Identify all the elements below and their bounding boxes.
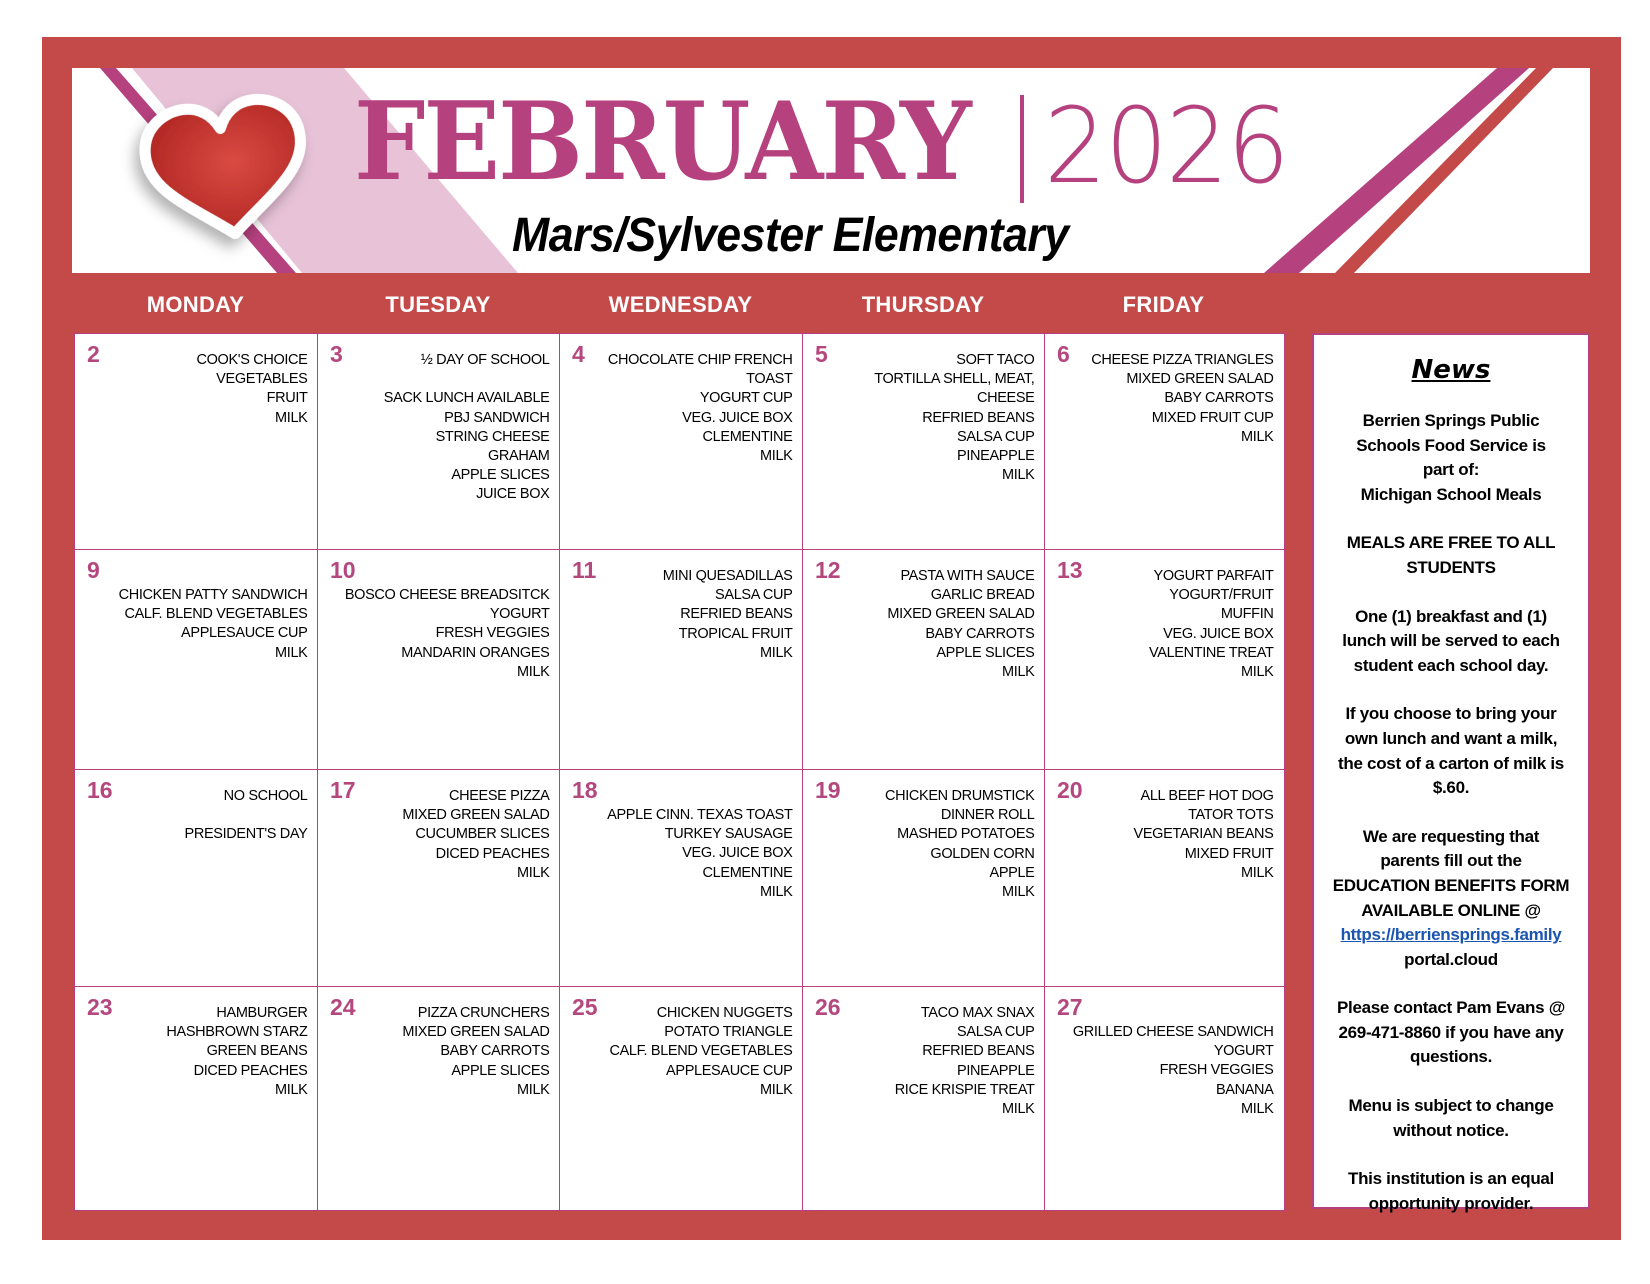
menu-item: GREEN BEANS — [206, 1043, 308, 1060]
day-number: 4 — [572, 341, 585, 367]
news-line: MEALS ARE FREE TO ALL — [1346, 533, 1556, 553]
news-line: Berrien Springs Public — [1362, 411, 1540, 430]
menu-item: YOGURT — [489, 606, 550, 623]
day-cell[interactable] — [317, 769, 561, 988]
news-line: This institution is an equal — [1347, 1169, 1554, 1189]
day-cell[interactable] — [802, 333, 1046, 551]
month-title: FEBRUARY — [354, 79, 970, 205]
menu-item: CHICKEN PATTY SANDWICH — [118, 587, 308, 603]
day-number: 17 — [330, 777, 356, 803]
menu-item: DICED PEACHES — [193, 1062, 308, 1079]
menu-item: YOGURT/FRUIT — [1169, 587, 1274, 604]
menu-item: SACK LUNCH AVAILABLE — [383, 390, 550, 407]
menu-item: TURKEY SAUSAGE — [664, 826, 793, 843]
menu-items — [402, 787, 549, 883]
menu-item: SALSA CUP — [715, 587, 793, 604]
menu-item: MILK — [1241, 1100, 1274, 1117]
day-cell[interactable] — [559, 333, 804, 551]
menu-items — [196, 351, 307, 428]
news-line: portal.cloud — [1404, 949, 1498, 969]
menu-item: APPLE — [989, 864, 1035, 881]
day-cell[interactable] — [74, 333, 319, 551]
day-number: 18 — [572, 777, 598, 803]
weekday-header-thursday: THURSDAY — [861, 292, 985, 317]
menu-item: STRING CHEESE — [435, 428, 550, 445]
news-paragraph — [1314, 1167, 1588, 1216]
day-cell[interactable] — [317, 333, 561, 551]
day-number: 5 — [815, 341, 828, 367]
news-line: part of: — [1422, 460, 1480, 480]
menu-item: TACO MAX SNAX — [920, 1005, 1035, 1021]
day-cell[interactable] — [559, 986, 804, 1211]
news-line: EDUCATION BENEFITS FORM — [1332, 875, 1570, 895]
day-number: 10 — [330, 557, 356, 583]
menu-item: MILK — [760, 1081, 793, 1098]
menu-item: REFRIED BEANS — [922, 1043, 1035, 1060]
menu-item: HAMBURGER — [216, 1005, 308, 1021]
menu-item: MILK — [517, 663, 550, 680]
menu-items — [166, 1004, 307, 1100]
day-cell[interactable] — [1044, 769, 1285, 988]
menu-item: TORTILLA SHELL, MEAT, — [874, 371, 1035, 388]
day-cell[interactable] — [317, 986, 561, 1211]
menu-item: CHEESE PIZZA TRIANGLES — [1091, 352, 1274, 368]
menu-item: PASTA WITH SAUCE — [900, 568, 1035, 584]
menu-items — [345, 586, 550, 682]
menu-item: SALSA CUP — [957, 428, 1035, 445]
menu-item: MIXED GREEN SALAD — [1126, 371, 1274, 388]
menu-item: CHICKEN NUGGETS — [656, 1005, 793, 1021]
day-cell[interactable] — [74, 986, 319, 1211]
menu-item: ALL BEEF HOT DOG — [1140, 788, 1274, 804]
year-title: 2026 — [1044, 85, 1288, 207]
menu-item: SOFT TACO — [956, 352, 1035, 368]
news-line: 269-471-8860 if you have any — [1338, 1022, 1564, 1042]
day-number: 24 — [330, 994, 356, 1020]
day-number: 25 — [572, 994, 598, 1020]
day-number: 3 — [330, 341, 343, 367]
menu-item: GOLDEN CORN — [930, 845, 1035, 862]
menu-items — [608, 351, 793, 466]
menu-item: PBJ SANDWICH — [444, 409, 550, 426]
right-pink-stripe — [1264, 68, 1529, 273]
menu-items — [402, 1004, 549, 1100]
news-line: parents fill out the — [1380, 851, 1522, 871]
news-paragraph — [1314, 996, 1588, 1070]
menu-item: VEG. JUICE BOX — [1163, 625, 1274, 642]
menu-items — [887, 567, 1034, 682]
news-panel — [1312, 333, 1590, 1213]
day-cell[interactable] — [802, 549, 1046, 771]
menu-item: RICE KRISPIE TREAT — [894, 1081, 1035, 1098]
news-line: student each school day. — [1353, 655, 1549, 675]
news-line: lunch will be served to each — [1342, 631, 1560, 651]
menu-item: PINEAPPLE — [957, 448, 1035, 465]
day-number: 26 — [815, 994, 841, 1020]
menu-items — [609, 1004, 792, 1100]
menu-item: CLEMENTINE — [702, 864, 793, 881]
menu-item: MILK — [1241, 864, 1274, 881]
day-cell[interactable] — [1044, 549, 1285, 771]
menu-item: MANDARIN ORANGES — [401, 644, 550, 661]
news-line: We are requesting that — [1362, 826, 1540, 846]
news-line: Schools Food Service is — [1356, 435, 1546, 455]
day-cell[interactable] — [317, 549, 561, 771]
news-paragraph — [1314, 409, 1588, 507]
menu-item: SALSA CUP — [957, 1024, 1035, 1041]
menu-item: MILK — [1002, 1101, 1035, 1118]
weekday-header-tuesday: TUESDAY — [385, 292, 491, 317]
news-paragraph — [1314, 1094, 1588, 1143]
day-number: 9 — [87, 557, 100, 583]
menu-item: MIXED FRUIT CUP — [1151, 409, 1274, 426]
day-number: 20 — [1057, 777, 1083, 803]
menu-item: MILK — [760, 448, 793, 465]
day-number: 6 — [1057, 341, 1070, 367]
menu-items — [1073, 1023, 1274, 1119]
menu-item: MIXED GREEN SALAD — [402, 807, 550, 824]
news-paragraph — [1314, 825, 1588, 973]
menu-item: CHEESE PIZZA — [448, 788, 550, 804]
menu-item: CLEMENTINE — [702, 428, 793, 445]
menu-item: APPLE SLICES — [936, 644, 1035, 661]
weekday-header-friday: FRIDAY — [1122, 292, 1205, 317]
menu-item: APPLE CINN. TEXAS TOAST — [607, 807, 793, 823]
calendar-grid — [74, 333, 1283, 1209]
day-number: 2 — [87, 341, 100, 367]
day-cell[interactable] — [74, 769, 319, 988]
menu-item: PINEAPPLE — [957, 1062, 1035, 1079]
menu-item: MUFFIN — [1220, 606, 1274, 623]
menu-item: JUICE BOX — [476, 486, 550, 503]
news-title: News — [1411, 355, 1491, 385]
menu-item: VEG. JUICE BOX — [682, 409, 793, 426]
menu-item: APPLESAUCE CUP — [181, 625, 308, 642]
news-paragraph — [1314, 605, 1588, 679]
menu-item: TATOR TOTS — [1188, 807, 1274, 824]
menu-item: APPLE SLICES — [451, 467, 550, 484]
menu-item: CHOCOLATE CHIP FRENCH — [607, 352, 793, 368]
news-line: $.60. — [1432, 778, 1470, 798]
day-cell[interactable] — [559, 769, 804, 988]
menu-item: MILK — [760, 883, 793, 900]
day-cell[interactable] — [559, 549, 804, 771]
menu-item: CHICKEN DRUMSTICK — [884, 788, 1035, 804]
menu-items — [1134, 787, 1274, 883]
menu-item: MIXED FRUIT — [1184, 845, 1274, 862]
menu-item: YOGURT PARFAIT — [1153, 568, 1274, 584]
calendar-header — [72, 68, 1590, 273]
menu-items — [895, 1004, 1035, 1119]
menu-item: MILK — [517, 1081, 550, 1098]
news-paragraph — [1314, 531, 1588, 580]
menu-items — [1149, 567, 1273, 682]
menu-item: HASHBROWN STARZ — [166, 1024, 308, 1041]
menu-item: VALENTINE TREAT — [1149, 644, 1274, 661]
title-divider — [1020, 95, 1024, 203]
news-line: STUDENTS — [1406, 557, 1496, 577]
menu-item: TROPICAL FRUIT — [678, 625, 793, 642]
news-line: Menu is subject to change — [1348, 1096, 1554, 1116]
menu-items — [1091, 351, 1273, 447]
menu-item: PRESIDENT'S DAY — [184, 826, 308, 843]
day-number: 13 — [1057, 557, 1083, 583]
menu-item: MILK — [1002, 884, 1035, 901]
menu-item: CUCUMBER SLICES — [415, 826, 550, 843]
menu-item: APPLE SLICES — [451, 1062, 550, 1079]
menu-item: BANANA — [1215, 1081, 1274, 1098]
menu-item: BOSCO CHEESE BREADSITCK — [344, 587, 550, 603]
news-line: One (1) breakfast and (1) — [1355, 606, 1547, 626]
news-line: questions. — [1409, 1047, 1492, 1067]
news-line: Michigan School Meals — [1360, 484, 1542, 504]
day-number: 27 — [1057, 994, 1083, 1020]
menu-item: MILK — [517, 864, 550, 881]
menu-items — [874, 351, 1034, 485]
day-number: 23 — [87, 994, 113, 1020]
benefits-form-link[interactable]: https://berriensprings.family — [1340, 925, 1562, 945]
news-line: Please contact Pam Evans @ — [1336, 998, 1565, 1018]
weekday-header-monday: MONDAY — [146, 292, 245, 317]
menu-item: VEG. JUICE BOX — [682, 845, 793, 862]
news-line: own lunch and want a milk, — [1344, 728, 1558, 748]
menu-item: MILK — [1241, 664, 1274, 681]
right-red-stripe — [1335, 68, 1553, 273]
menu-item: REFRIED BEANS — [922, 409, 1035, 426]
day-cell[interactable] — [802, 986, 1046, 1211]
menu-item: MILK — [275, 644, 308, 661]
news-line: If you choose to bring your — [1345, 704, 1557, 724]
news-line: opportunity provider. — [1368, 1193, 1534, 1213]
day-number: 19 — [815, 777, 841, 803]
day-number: 16 — [87, 777, 113, 803]
day-cell[interactable] — [802, 769, 1046, 988]
menu-items — [607, 806, 792, 902]
menu-items — [185, 787, 308, 845]
weekday-header-wednesday: WEDNESDAY — [608, 292, 753, 317]
menu-item: MILK — [760, 644, 793, 661]
menu-item: GARLIC BREAD — [930, 587, 1035, 604]
menu-item: MILK — [275, 409, 308, 426]
menu-item: VEGETABLES — [216, 371, 308, 388]
menu-items — [119, 586, 308, 663]
menu-item: MILK — [275, 1081, 308, 1098]
menu-item: COOK'S CHOICE — [196, 352, 308, 368]
menu-item: VEGETARIAN BEANS — [1133, 826, 1274, 843]
menu-item: TOAST — [746, 371, 793, 388]
menu-item: GRAHAM — [487, 448, 550, 465]
menu-item: MINI QUESADILLAS — [662, 568, 793, 584]
menu-item: MIXED GREEN SALAD — [887, 606, 1035, 623]
news-line: AVAILABLE ONLINE @ — [1361, 900, 1541, 920]
menu-item: MILK — [1002, 467, 1035, 484]
menu-item: NO SCHOOL — [223, 788, 308, 804]
menu-item: POTATO TRIANGLE — [664, 1024, 793, 1041]
menu-item: BABY CARROTS — [1164, 390, 1274, 407]
menu-item: MIXED GREEN SALAD — [402, 1024, 550, 1041]
day-number: 12 — [815, 557, 841, 583]
news-line: the cost of a carton of milk is — [1338, 753, 1564, 773]
school-name: Mars/Sylvester Elementary — [512, 209, 1069, 262]
menu-item: APPLESAUCE CUP — [666, 1062, 793, 1079]
news-line: without notice. — [1393, 1120, 1509, 1140]
day-cell[interactable] — [1044, 333, 1285, 551]
menu-item: ½ DAY OF SCHOOL — [420, 352, 550, 368]
menu-item — [185, 806, 308, 825]
menu-item: YOGURT — [1213, 1043, 1274, 1060]
menu-item: GRILLED CHEESE SANDWICH — [1072, 1024, 1274, 1040]
menu-item: BABY CARROTS — [440, 1043, 550, 1060]
menu-item: FRESH VEGGIES — [1159, 1062, 1274, 1079]
day-number: 11 — [572, 557, 597, 583]
day-cell[interactable] — [1044, 986, 1285, 1211]
menu-items — [384, 351, 550, 505]
menu-item: REFRIED BEANS — [680, 606, 793, 623]
menu-item: FRESH VEGGIES — [435, 625, 550, 642]
menu-item: PIZZA CRUNCHERS — [417, 1005, 550, 1021]
menu-item: YOGURT CUP — [699, 390, 793, 407]
menu-item: BABY CARROTS — [925, 625, 1035, 642]
day-cell[interactable] — [74, 549, 319, 771]
menu-items — [663, 567, 793, 663]
menu-item — [384, 370, 550, 389]
menu-item: CHEESE — [976, 390, 1035, 407]
menu-item: FRUIT — [266, 390, 308, 407]
menu-item: DICED PEACHES — [435, 845, 550, 862]
menu-item: MASHED POTATOES — [897, 826, 1035, 843]
menu-item: CALF. BLEND VEGETABLES — [124, 606, 308, 623]
menu-item: MILK — [1241, 428, 1274, 445]
menu-item: DINNER ROLL — [940, 807, 1035, 824]
menu-item: CALF. BLEND VEGETABLES — [609, 1043, 793, 1060]
news-paragraph — [1314, 702, 1588, 800]
menu-items — [885, 787, 1035, 902]
menu-item: MILK — [1002, 664, 1035, 681]
